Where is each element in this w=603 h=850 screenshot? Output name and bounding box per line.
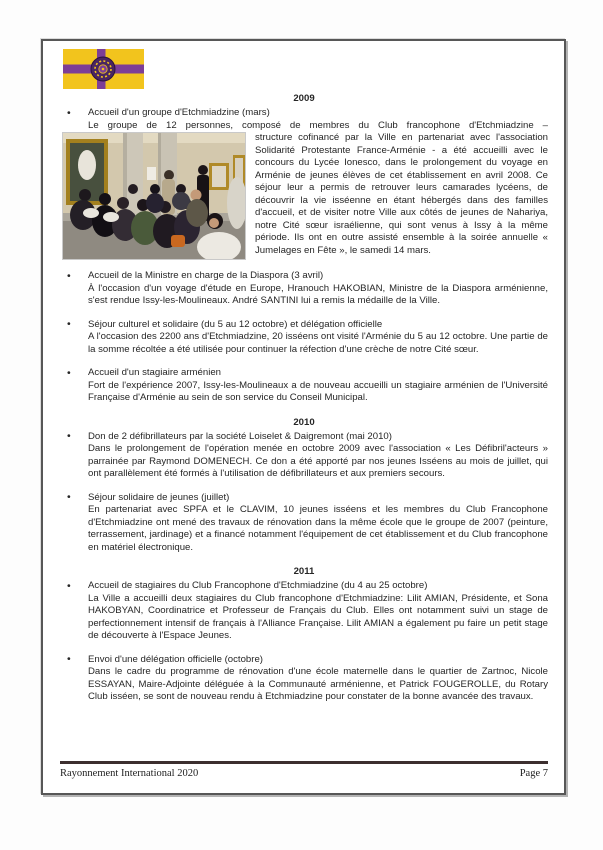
item-body-with-photo <box>88 132 548 259</box>
event-list-2009 <box>60 107 548 405</box>
event-list-2010 <box>60 431 548 555</box>
etchmiadzine-flag-icon <box>63 49 144 89</box>
year-heading-2009: 2009 <box>293 93 315 104</box>
item-title: • Séjour culturel et solidaire (du 5 au 12 octobre) et délégation officielle <box>88 318 383 330</box>
flag-graphic <box>63 49 144 89</box>
footer-page-number: Page 7 <box>519 768 548 779</box>
list-item-ministre-diaspora <box>60 270 548 308</box>
list-item-group-etchmiadzine <box>60 107 548 259</box>
page-footer <box>60 761 548 780</box>
footer-document-title: Rayonnement International 2020 <box>60 768 199 779</box>
item-body: À l'occasion d'un voyage d'étude en Europe, Hranouch HAKOBIAN, Ministre de la Diaspora arménienne, s'est rendue Issy-les-Moulineaux. André SANTINI lui a remis la médaille de la Ville. <box>88 282 548 306</box>
group-visit-photo <box>63 133 245 259</box>
item-title: • Accueil d'un groupe d'Etchmiadzine (mars) <box>88 107 270 118</box>
year-heading-2011: 2011 <box>293 566 315 577</box>
item-title: • Accueil de la Ministre en charge de la Diaspora (3 avril) <box>88 270 324 281</box>
page-border-frame <box>41 39 566 795</box>
event-list-2011 <box>60 580 548 704</box>
item-body: Dans le cadre du programme de rénovation d'une école maternelle dans le quartier de Zartnoc, Nicole ESSAYAN, Maire-Adjointe déléguée à la Communauté arménienne, et Patrick FOUGEROLLE, du Rotary Club isséen, se sont de nouveau rendu à Etchmiadzine pour constater de la bonne avancée des travaux. <box>88 666 548 702</box>
list-item-defibrillateurs <box>60 431 548 481</box>
list-item-sejour-solidaire <box>60 492 548 555</box>
item-body: Fort de l'expérience 2007, Issy-les-Moulineaux a de nouveau accueilli un stagiaire arménien de l'Université Française d'Arménie au sein de son service du Conseil Municipal. <box>88 379 548 403</box>
page-content <box>60 45 548 759</box>
item-title: • Séjour solidaire de jeunes (juillet) <box>88 491 230 503</box>
item-body: A l'occasion des 2200 ans d'Etchmiadzine, 20 isséens ont visité l'Arménie du 5 au 12 octobre. Une partie de la somme récoltée a été utilisée pour continuer la réfection d'une crèche de notre Cité sœur. <box>88 331 548 355</box>
item-body: La Ville a accueilli deux stagiaires du Club francophone d'Etchmiadzine: Lilit AMIAN, Présidente, et Sona HAKOBYAN, Coordinatrice et Professeur de Français du Club. Elles ont notamment suivi un stage de perfectionnement intensif de français à l'Alliance Française. Lilit AMIAN a également pu faire un petit stage de découverte à l'Espace Jeunes. <box>88 592 548 641</box>
list-item-stagiaire-armenien <box>60 367 548 405</box>
list-item-sejour-culturel <box>60 319 548 357</box>
item-body: Dans le prolongement de l'opération menée en octobre 2009 avec l'association « Les Défibril'acteurs » parrainée par Raymond DOMENECH. Ce don a été apporté par nos jeunes Isséens au mois de juillet, qui ont parallèlement été formés à l'utilisation de défibrillateurs et aux premiers secours. <box>88 443 548 479</box>
item-body: structure cofinancé par la Ville en partenariat avec l'association Solidarité Protestante France-Arménie - a été accueilli avec le concours du Lycée Ionesco, dans le prolongement du voyage en Arménie de jeunes élèves de cet établissement en avril 2008. Ce séjour leur a permis de retrouver leurs camarades lycéens, de découvrir la vie isséenne en étant hébergés dans des familles d'accueil, et de visiter notre Ville aux côtés de jeunes de Nahariya, notre Cité sœur israélienne, qui sont venus à Issy à la même période. Ils ont en outre assisté ensemble à la soirée annuelle « Jumelages en Fête », le samedi 14 mars. <box>255 132 548 256</box>
item-title: • Accueil d'un stagiaire arménien <box>88 367 222 378</box>
item-body: En partenariat avec SPFA et le CLAVIM, 10 jeunes isséens et les membres du Club Francophone d'Etchmiadzine ont mené des travaux de rénovation dans la même école que le groupe de 2007 (peinture, terrassement, jardinage) et a financé notamment l'équipement de cet établissement et du Club francophone en matériel électronique. <box>88 504 548 553</box>
list-item-accueil-stagiaires <box>60 580 548 643</box>
list-item-delegation-officielle <box>60 654 548 704</box>
item-title: • Envoi d'une délégation officielle (octobre) <box>88 653 263 665</box>
photo-graphic <box>63 133 245 259</box>
item-title: • Don de 2 défibrillateurs par la société Loiselet & Daigremont (mai 2010) <box>88 430 392 442</box>
year-heading-2010: 2010 <box>293 416 315 428</box>
item-title: • Accueil de stagiaires du Club Francophone d'Etchmiadzine (du 4 au 25 octobre) <box>88 580 428 591</box>
item-body-intro: Le groupe de 12 personnes, composé de membres du Club francophone d'Etchmiadzine – <box>88 119 548 131</box>
